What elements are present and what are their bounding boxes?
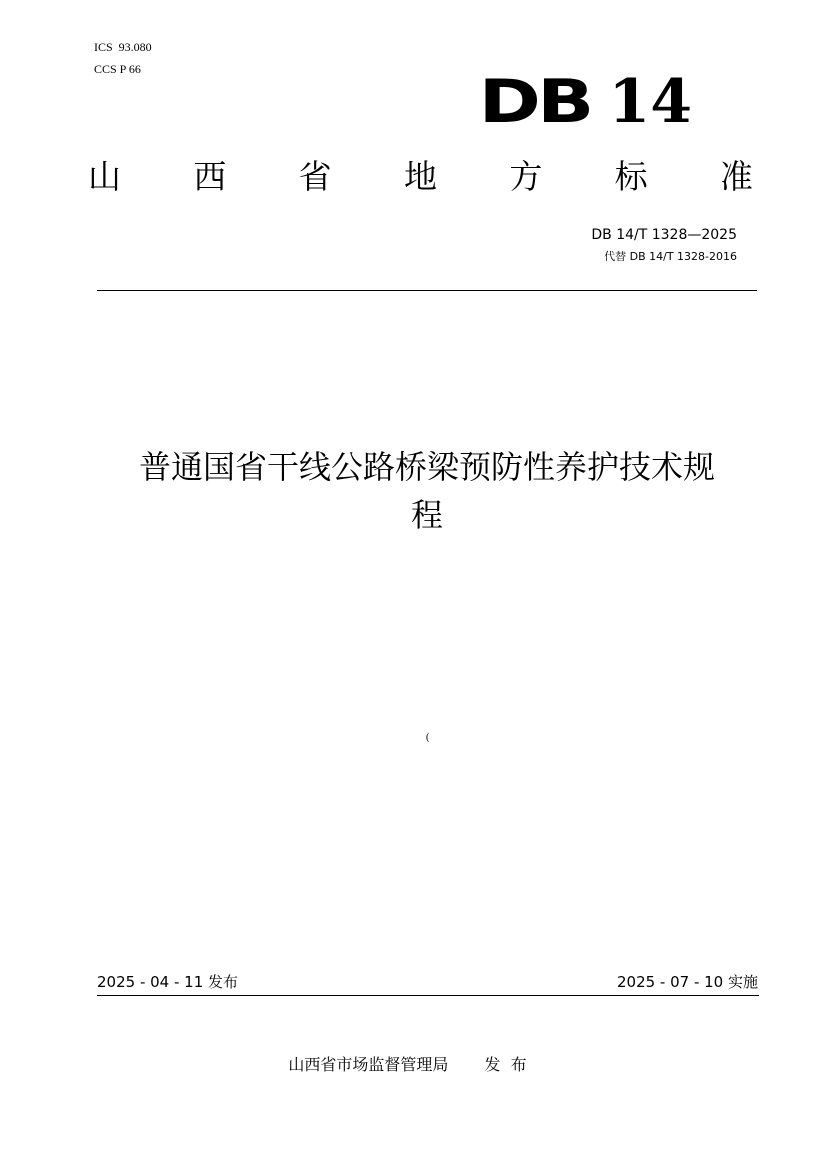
ccs-code: CCS P 66 (94, 62, 141, 76)
publisher-name: 山西省市场监督管理局 (288, 1055, 449, 1074)
implementation-date: 2025 - 07 - 10 实施 (616, 973, 758, 991)
standard-type-char: 地 (403, 157, 437, 196)
db-logo-number: 14 (608, 67, 692, 137)
top-divider (97, 290, 757, 291)
standard-type-char: 省 (298, 157, 332, 196)
document-title (97, 443, 757, 539)
standard-type-heading (88, 157, 753, 197)
standard-type-char: 西 (193, 157, 227, 196)
db-logo (478, 67, 692, 137)
replaces-standard: 代替 DB 14/T 1328-2016 (604, 250, 737, 263)
standard-type-char: 准 (719, 157, 753, 196)
standard-number: DB 14/T 1328—2025 (591, 227, 737, 243)
publisher-line (0, 1055, 815, 1075)
publish-action: 发 布 (484, 1055, 527, 1074)
title-line-2: 程 (410, 496, 443, 534)
issue-date: 2025 - 04 - 11 发布 (97, 973, 239, 991)
standard-type-char: 标 (614, 157, 648, 196)
standard-type-char: 山 (88, 157, 121, 196)
ics-code: ICS 93.080 (94, 40, 152, 54)
title-line-1: 普通国省干线公路桥梁预防性养护技术规 (138, 448, 715, 486)
db-logo-letters: DB (478, 67, 591, 137)
bottom-divider (97, 995, 759, 996)
paren-mark: ( (426, 732, 430, 743)
standard-type-char: 方 (509, 157, 543, 196)
